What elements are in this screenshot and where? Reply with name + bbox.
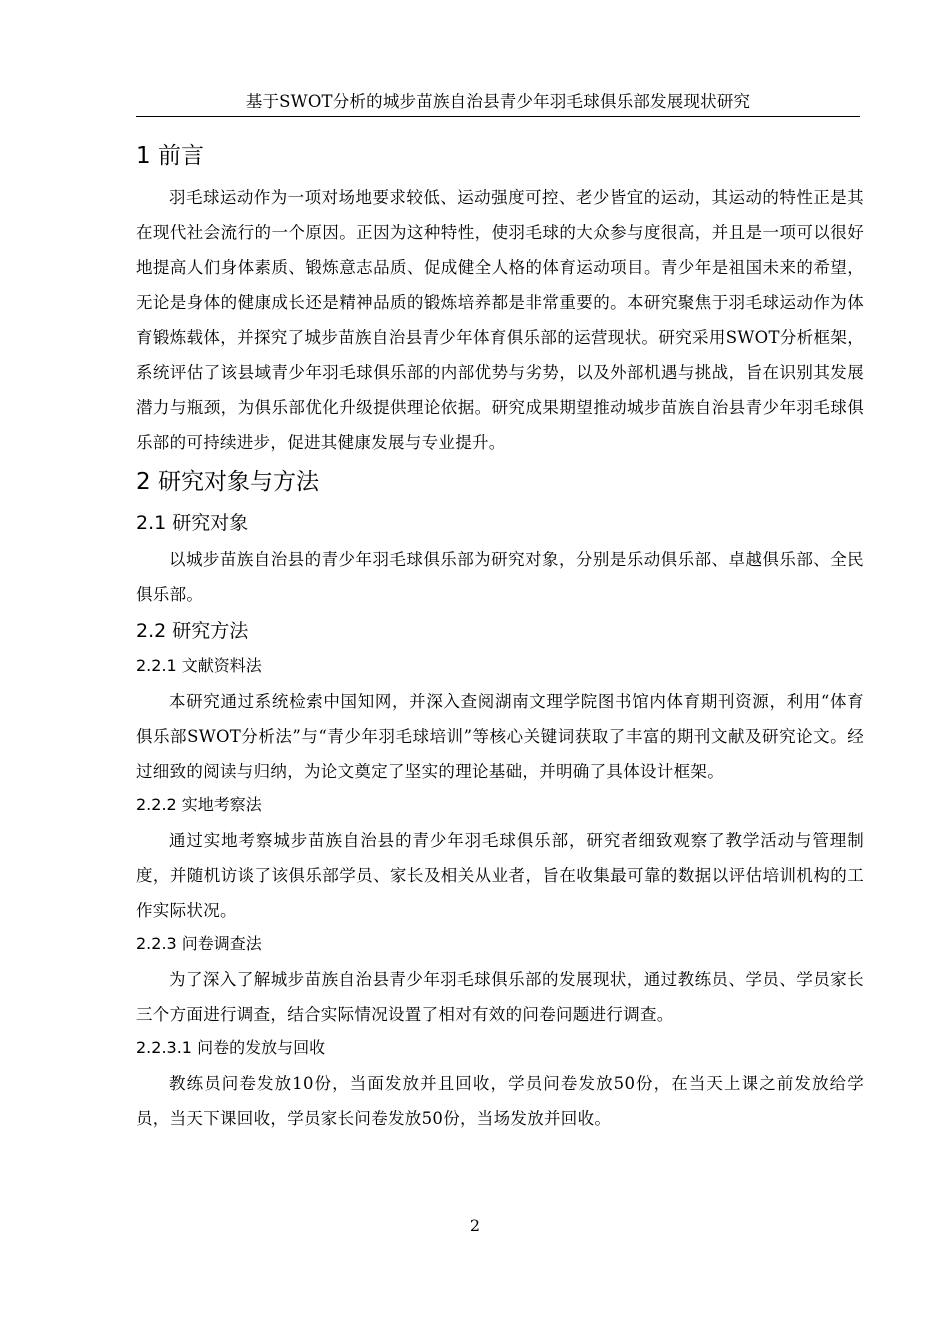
paragraph-research-object: 以城步苗族自治县的青少年羽毛球俱乐部为研究对象，分别是乐动俱乐部、卓越俱乐部、全民俱乐部。 [136,550,864,604]
subsection-heading-2-2: 2.2 研究方法 [136,620,249,642]
page-number: 2 [469,1216,481,1235]
subsection-heading-2-2-2: 2.2.2 实地考察法 [136,795,262,814]
running-header: 基于SWOT分析的城步苗族自治县青少年羽毛球俱乐部发展现状研究 [136,90,860,117]
subsection-heading-2-2-3: 2.2.3 问卷调查法 [136,934,262,953]
paragraph-questionnaire-distribution: 教练员问卷发放10份，当面发放并且回收，学员问卷发放50份，在当天上课之前发放给学员，当天下课回收，学员家长问卷发放50份，当场发放并回收。 [136,1074,864,1128]
paragraph-introduction: 羽毛球运动作为一项对场地要求较低、运动强度可控、老少皆宜的运动，其运动的特性正是其在现代社会流行的一个原因。正因为这种特性，使羽毛球的大众参与度很高，并且是一项可以很好地提高人们身体素质、锻炼意志品质、促成健全人格的体育运动项目。青少年是祖国未来的希望，无论是身体的健康成长还是精神品质的锻炼培养都是非常重要的。本研究聚焦于羽毛球运动作为体育锻炼载体，并探究了城步苗族自治县青少年体育俱乐部的运营现状。研究采用SWOT分析框架，系统评估了该县域青少年羽毛球俱乐部的内部优势与劣势，以及外部机遇与挑战，旨在识别其发展潜力与瓶颈，为俱乐部优化升级提供理论依据。研究成果期望推动城步苗族自治县青少年羽毛球俱乐部的可持续进步，促进其健康发展与专业提升。 [136,188,864,452]
subsection-heading-2-1: 2.1 研究对象 [136,512,249,534]
subsection-heading-2-2-1: 2.2.1 文献资料法 [136,656,262,675]
paragraph-questionnaire-method: 为了深入了解城步苗族自治县青少年羽毛球俱乐部的发展现状，通过教练员、学员、学员家长三个方面进行调查，结合实际情况设置了相对有效的问卷问题进行调查。 [136,970,864,1024]
paragraph-literature-method: 本研究通过系统检索中国知网，并深入查阅湖南文理学院图书馆内体育期刊资源，利用“体育俱乐部SWOT分析法”与“青少年羽毛球培训”等核心关键词获取了丰富的期刊文献及研究论文。经过细致的阅读与归纳，为论文奠定了坚实的理论基础，并明确了具体设计框架。 [136,692,864,781]
subsection-heading-2-2-3-1: 2.2.3.1 问卷的发放与回收 [136,1038,326,1057]
page-content [136,134,864,1136]
section-heading-1: 1 前言 [136,143,204,169]
section-heading-2: 2 研究对象与方法 [136,469,319,495]
paragraph-field-method: 通过实地考察城步苗族自治县的青少年羽毛球俱乐部，研究者细致观察了教学活动与管理制度，并随机访谈了该俱乐部学员、家长及相关从业者，旨在收集最可靠的数据以评估培训机构的工作实际状况。 [136,831,864,920]
